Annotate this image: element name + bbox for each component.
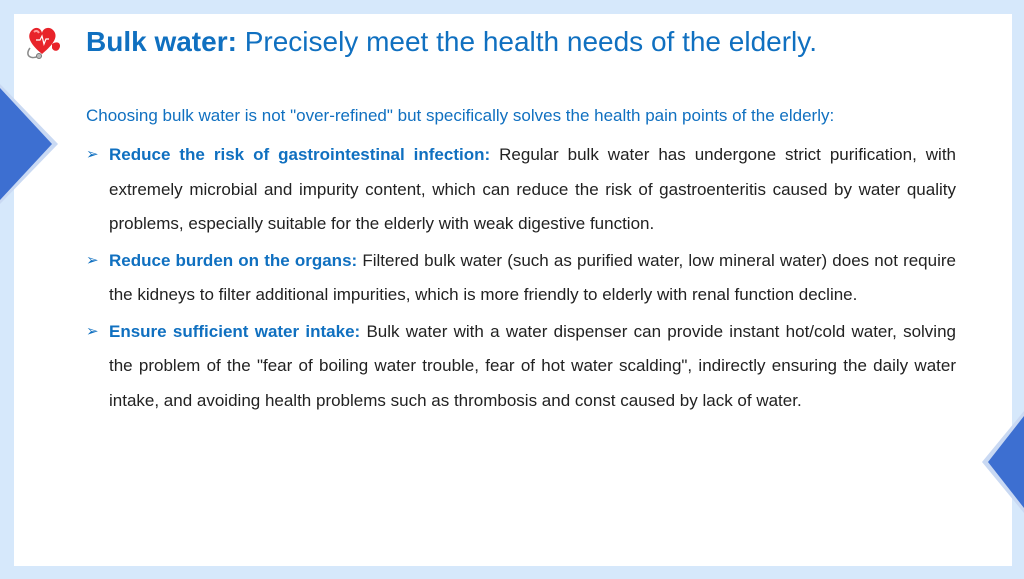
bullet-text: Regular bulk water has undergone strict purification, with extremely microbial and impurity content, which can reduce the risk of gastroenteritis caused by water quality problems, especially suitable for the elderly with weak digestive function.: [109, 145, 956, 233]
heart-stethoscope-icon: [22, 22, 64, 62]
right-triangle-decoration: [988, 416, 1024, 508]
bullet-item: [86, 315, 956, 419]
title-rest: Precisely meet the health needs of the elderly.: [236, 26, 817, 57]
bullet-text: Filtered bulk water (such as purified water, low mineral water) does not require the kidneys to filter additional impurities, which is more friendly to elderly with renal function decline.: [109, 250, 956, 304]
bullet-text: Bulk water with a water dispenser can provide instant hot/cold water, solving the problem of the "fear of boiling water trouble, fear of hot water scalding", indirectly ensuring the daily water intake, and avoiding health problems such as thrombosis and const caused by lack of water.: [109, 321, 956, 410]
bullet-heading: Reduce burden on the organs:: [109, 250, 358, 270]
left-triangle-decoration: [0, 88, 52, 200]
arrow-bullet-icon: ➢: [86, 251, 99, 269]
bullet-list: [86, 138, 956, 420]
arrow-bullet-icon: ➢: [86, 146, 99, 163]
title-bold: Bulk water:: [86, 26, 237, 57]
page-title: [86, 26, 817, 58]
bullet-item: [86, 244, 956, 313]
arrow-bullet-icon: ➢: [86, 322, 99, 340]
bullet-heading: Reduce the risk of gastrointestinal infection:: [109, 145, 491, 164]
intro-text: Choosing bulk water is not "over-refined" but specifically solves the health pain points of the elderly:: [86, 106, 835, 125]
bullet-heading: Ensure sufficient water intake:: [109, 321, 361, 341]
bullet-item: [86, 138, 956, 242]
